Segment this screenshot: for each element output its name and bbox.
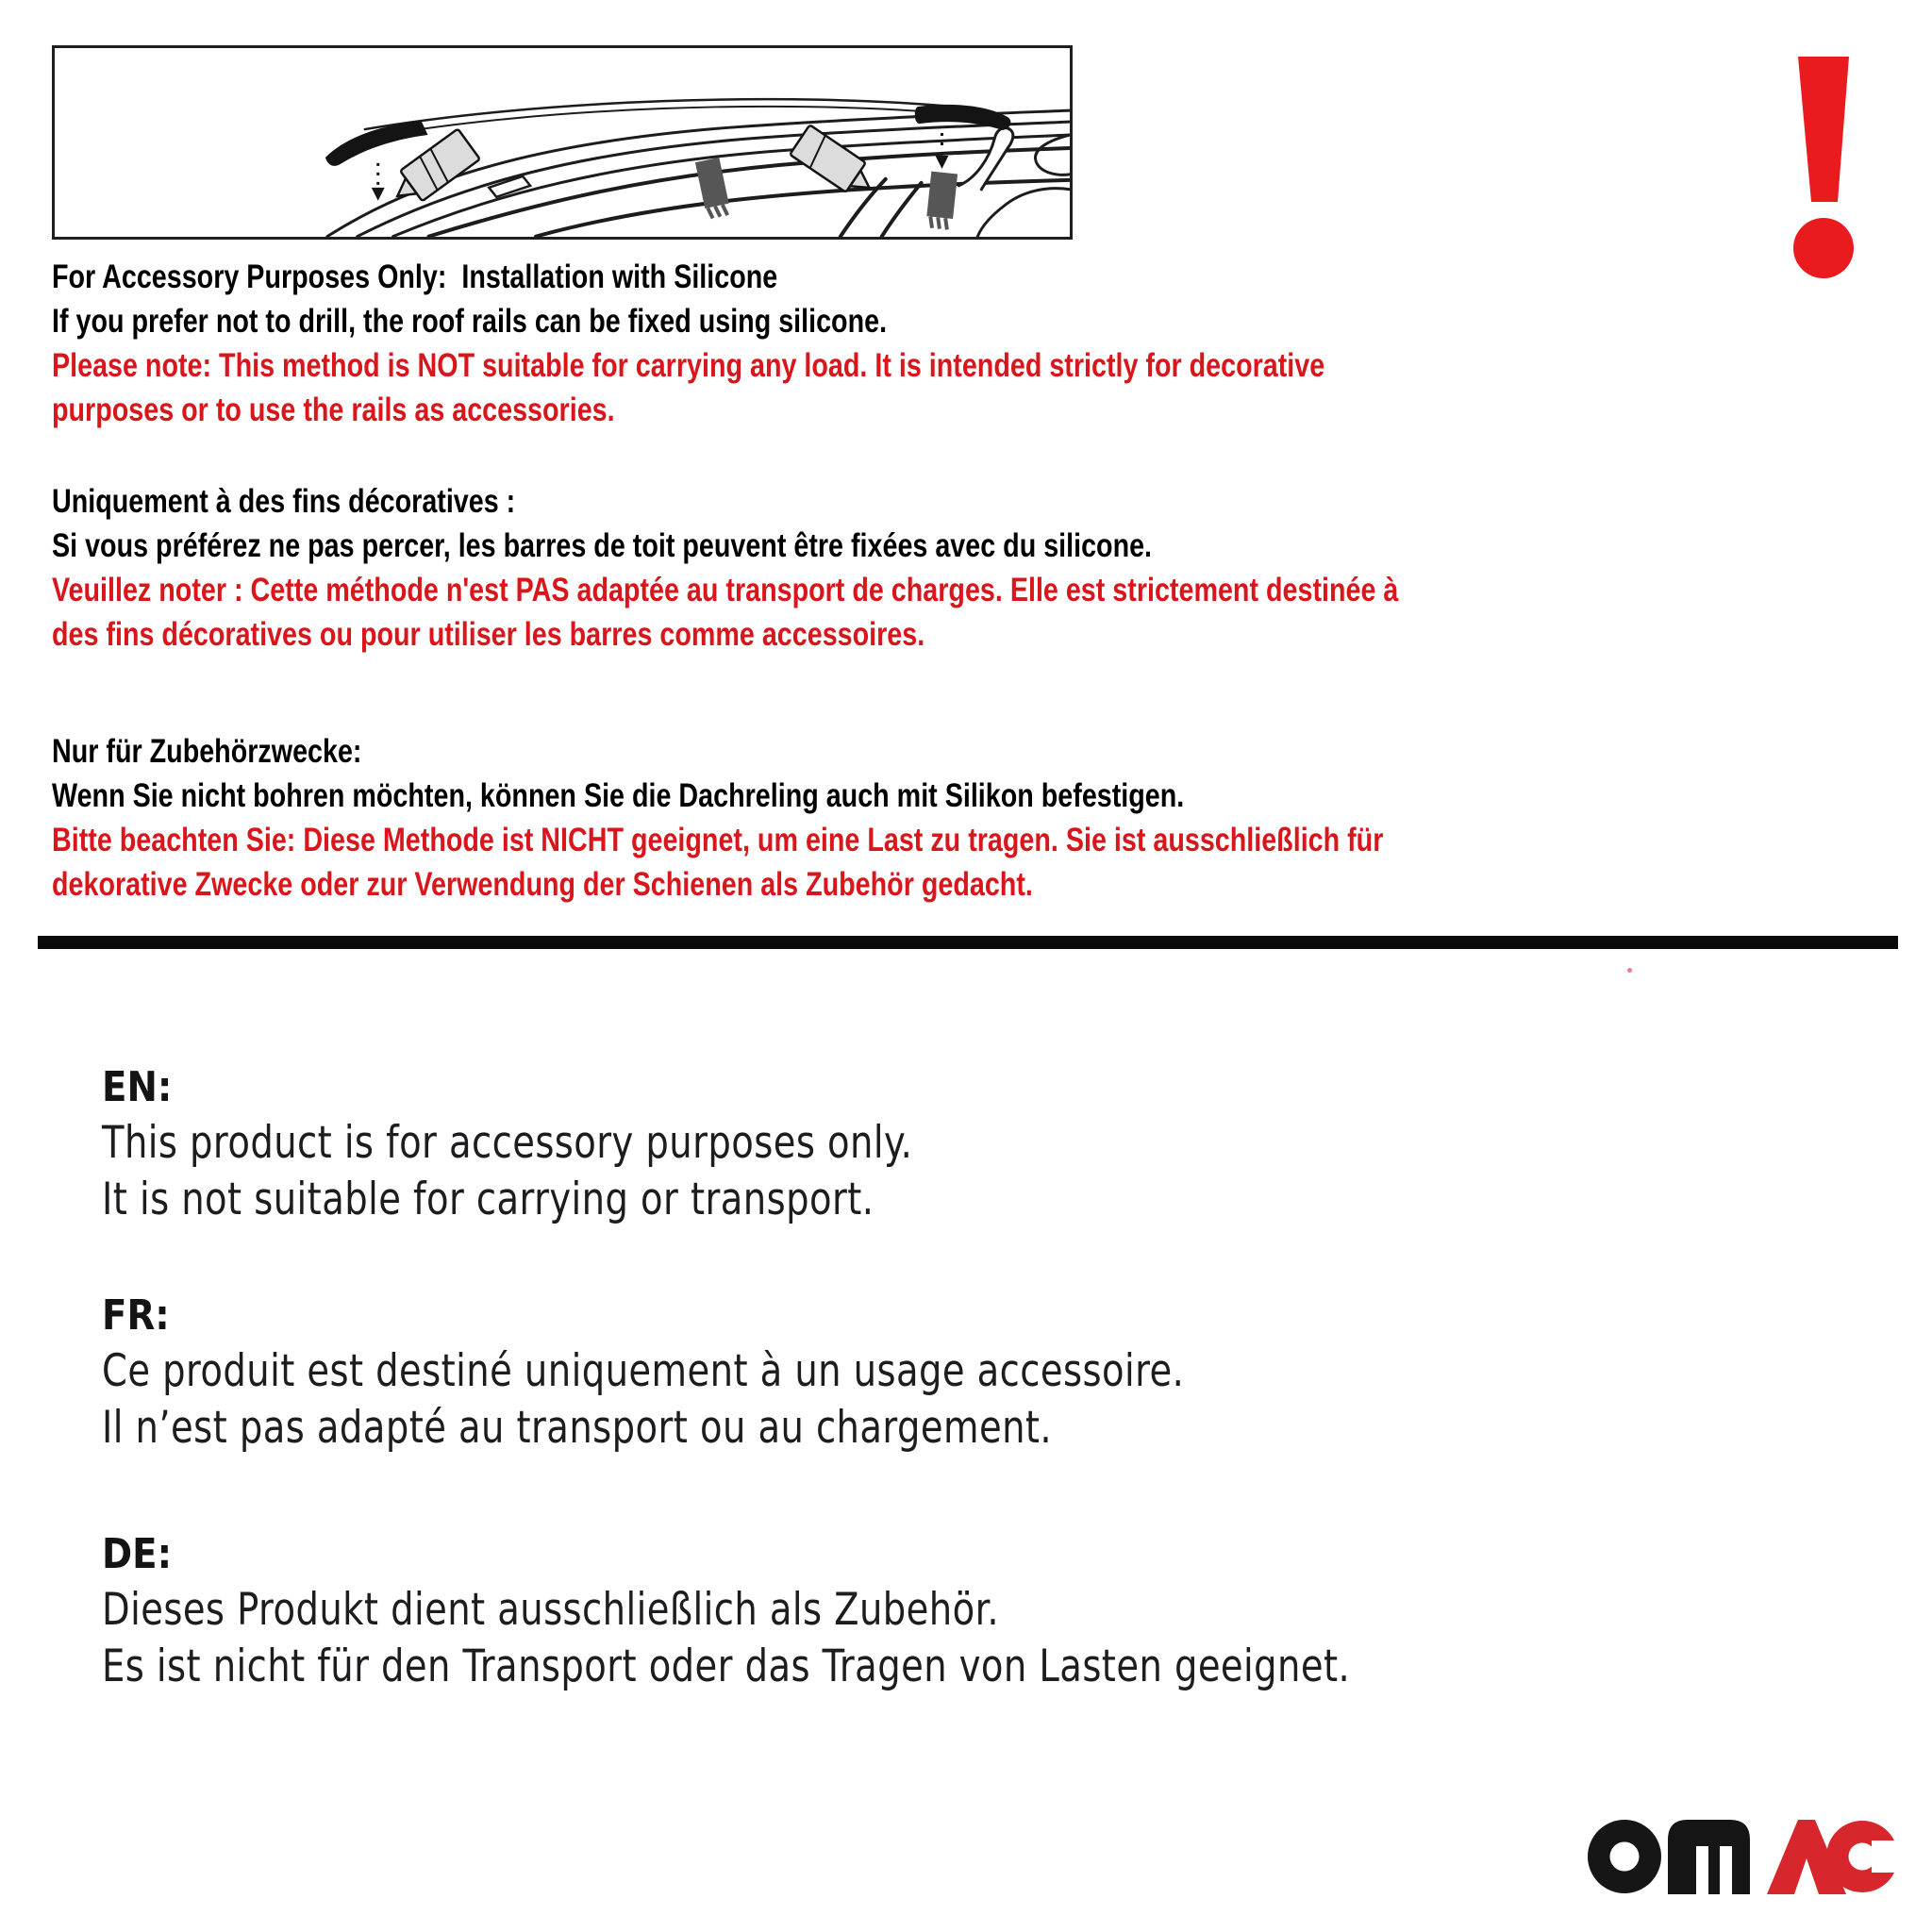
warning-de-body: Wenn Sie nicht bohren möchten, können Sie die Dachreling auch mit Silikon befestigen.	[52, 777, 1185, 814]
roof-rail-installation-illustration	[52, 45, 1073, 240]
summary-de-label: DE:	[102, 1530, 173, 1578]
summary-fr-line-2: Il n’est pas adapté au transport ou au chargement.	[102, 1402, 1053, 1454]
divider-artifact-dot	[1627, 968, 1632, 973]
summary-fr-label: FR:	[102, 1291, 170, 1340]
warning-text-fr	[52, 479, 1694, 657]
warning-de-note-line-2: dekorative Zwecke oder zur Verwendung der Schienen als Zubehör gedacht.	[52, 866, 1033, 903]
summary-de-line-2: Es ist nicht für den Transport oder das Tragen von Lasten geeignet.	[102, 1641, 1351, 1692]
warning-en-note-line-1: Please note: This method is NOT suitable for carrying any load. It is intended strictly for decorative	[52, 347, 1325, 384]
front-mounting-clip	[695, 158, 731, 220]
warning-fr-note-line-2: des fins décoratives ou pour utiliser les barres comme accessoires.	[52, 616, 925, 653]
summary-de	[102, 1527, 1624, 1695]
summary-fr-line-1: Ce produit est destiné uniquement à un usage accessoire.	[102, 1345, 1185, 1397]
warning-en-heading: For Accessory Purposes Only: Installation with Silicone	[52, 258, 778, 295]
omac-logo	[1585, 1811, 1896, 1896]
summary-en-line-2: It is not suitable for carrying or transport.	[102, 1174, 874, 1225]
warning-exclamation-icon	[1790, 55, 1857, 281]
summary-en-line-1: This product is for accessory purposes only.	[102, 1117, 913, 1169]
summary-fr	[102, 1289, 1422, 1457]
warning-text-en	[52, 255, 1604, 432]
warning-fr-note-line-1: Veuillez noter : Cette méthode n'est PAS adaptée au transport de charges. Elle est strictement destinée à	[52, 572, 1399, 608]
section-divider	[38, 936, 1898, 949]
warning-en-body: If you prefer not to drill, the roof rails can be fixed using silicone.	[52, 303, 888, 340]
warning-fr-body: Si vous préférez ne pas percer, les barres de toit peuvent être fixées avec du silicone.	[52, 527, 1153, 564]
car-roof-diagram-svg	[55, 48, 1070, 237]
warning-fr-heading: Uniquement à des fins décoratives :	[52, 483, 516, 520]
summary-en	[102, 1060, 1091, 1228]
summary-en-label: EN:	[102, 1063, 173, 1111]
omac-logo-svg	[1585, 1811, 1896, 1896]
summary-de-line-1: Dieses Produkt dient ausschließlich als Zubehör.	[102, 1584, 1000, 1636]
warning-text-de	[52, 729, 1675, 907]
rear-dotted-arrow	[936, 133, 949, 169]
warning-de-heading: Nur für Zubehörzwecke:	[52, 733, 362, 770]
rear-mounting-clip	[925, 172, 958, 230]
warning-de-note-line-1: Bitte beachten Sie: Diese Methode ist NICHT geeignet, um eine Last zu tragen. Sie ist ausschließlich für	[52, 822, 1384, 858]
warning-en-note-line-2: purposes or to use the rails as accessories.	[52, 391, 615, 428]
front-dotted-arrow	[372, 163, 385, 201]
